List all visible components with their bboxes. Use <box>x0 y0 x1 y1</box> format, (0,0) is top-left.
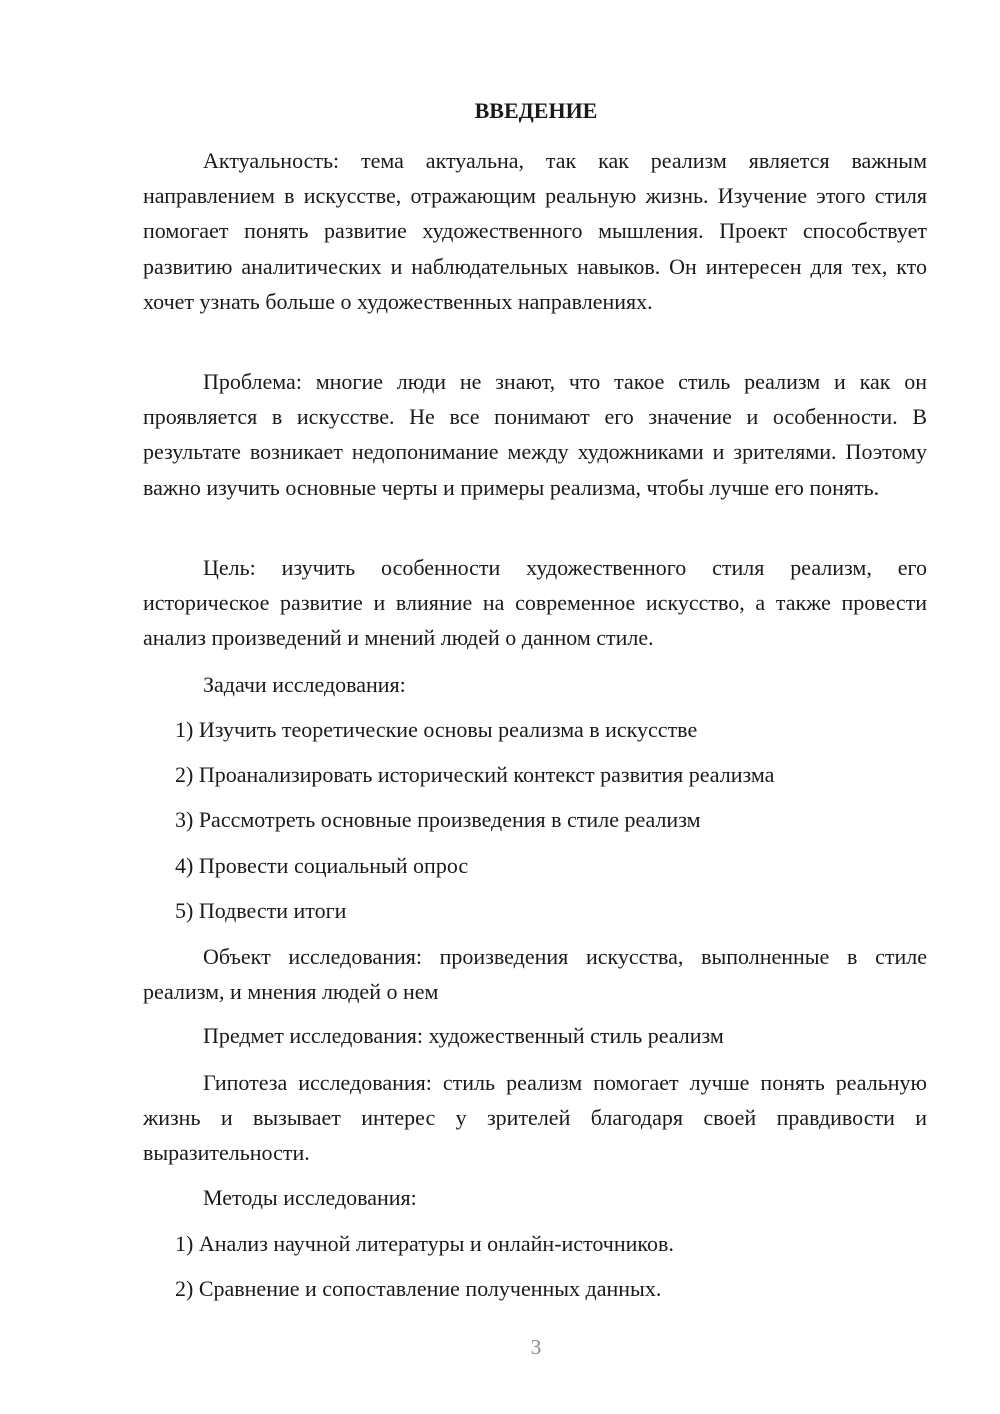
relevance-paragraph: Актуальность: тема актуальна, так как реализм является важным направлением в искусстве, отражающим реальную жизнь. Изучение этого стиля помогает понять развитие художественного мышления. Проект способствует развитию аналитических и наблюдательных навыков. Он интересен для тех, кто хочет узнать больше о художественных направлениях. <box>143 148 927 314</box>
task-item: 1) Изучить теоретические основы реализма в искусстве <box>175 717 698 742</box>
problem-paragraph: Проблема: многие люди не знают, что такое стиль реализм и как он проявляется в искусстве. Не все понимают его значение и особенности. В результате возникает недопонимание между художниками и зрителями. Поэтому важно изучить основные черты и примеры реализма, чтобы лучше его понять. <box>143 369 927 500</box>
task-item: 3) Рассмотреть основные произведения в стиле реализм <box>175 807 701 832</box>
hypothesis-paragraph: Гипотеза исследования: стиль реализм помогает лучше понять реальную жизнь и вызывает интерес у зрителей благодаря своей правдивости и выразительности. <box>143 1070 927 1166</box>
method-item: 1) Анализ научной литературы и онлайн-источников. <box>175 1231 674 1256</box>
tasks-heading: Задачи исследования: <box>203 672 406 697</box>
task-item: 5) Подвести итоги <box>175 898 347 923</box>
section-title: ВВЕДЕНИЕ <box>474 98 598 123</box>
object-paragraph: Объект исследования: произведения искусства, выполненные в стиле реализм, и мнения людей о нем <box>143 944 927 1005</box>
page-number: 3 <box>530 1335 542 1359</box>
task-item: 4) Провести социальный опрос <box>175 853 469 878</box>
methods-heading: Методы исследования: <box>203 1185 417 1210</box>
task-item: 2) Проанализировать исторический контекст развития реализма <box>175 762 775 787</box>
goal-paragraph: Цель: изучить особенности художественного стиля реализм, его историческое развитие и влияние на современное искусство, а также провести анализ произведений и мнений людей о данном стиле. <box>143 555 927 651</box>
subject-line: Предмет исследования: художественный стиль реализм <box>203 1023 724 1048</box>
method-item: 2) Сравнение и сопоставление полученных данных. <box>175 1276 662 1301</box>
